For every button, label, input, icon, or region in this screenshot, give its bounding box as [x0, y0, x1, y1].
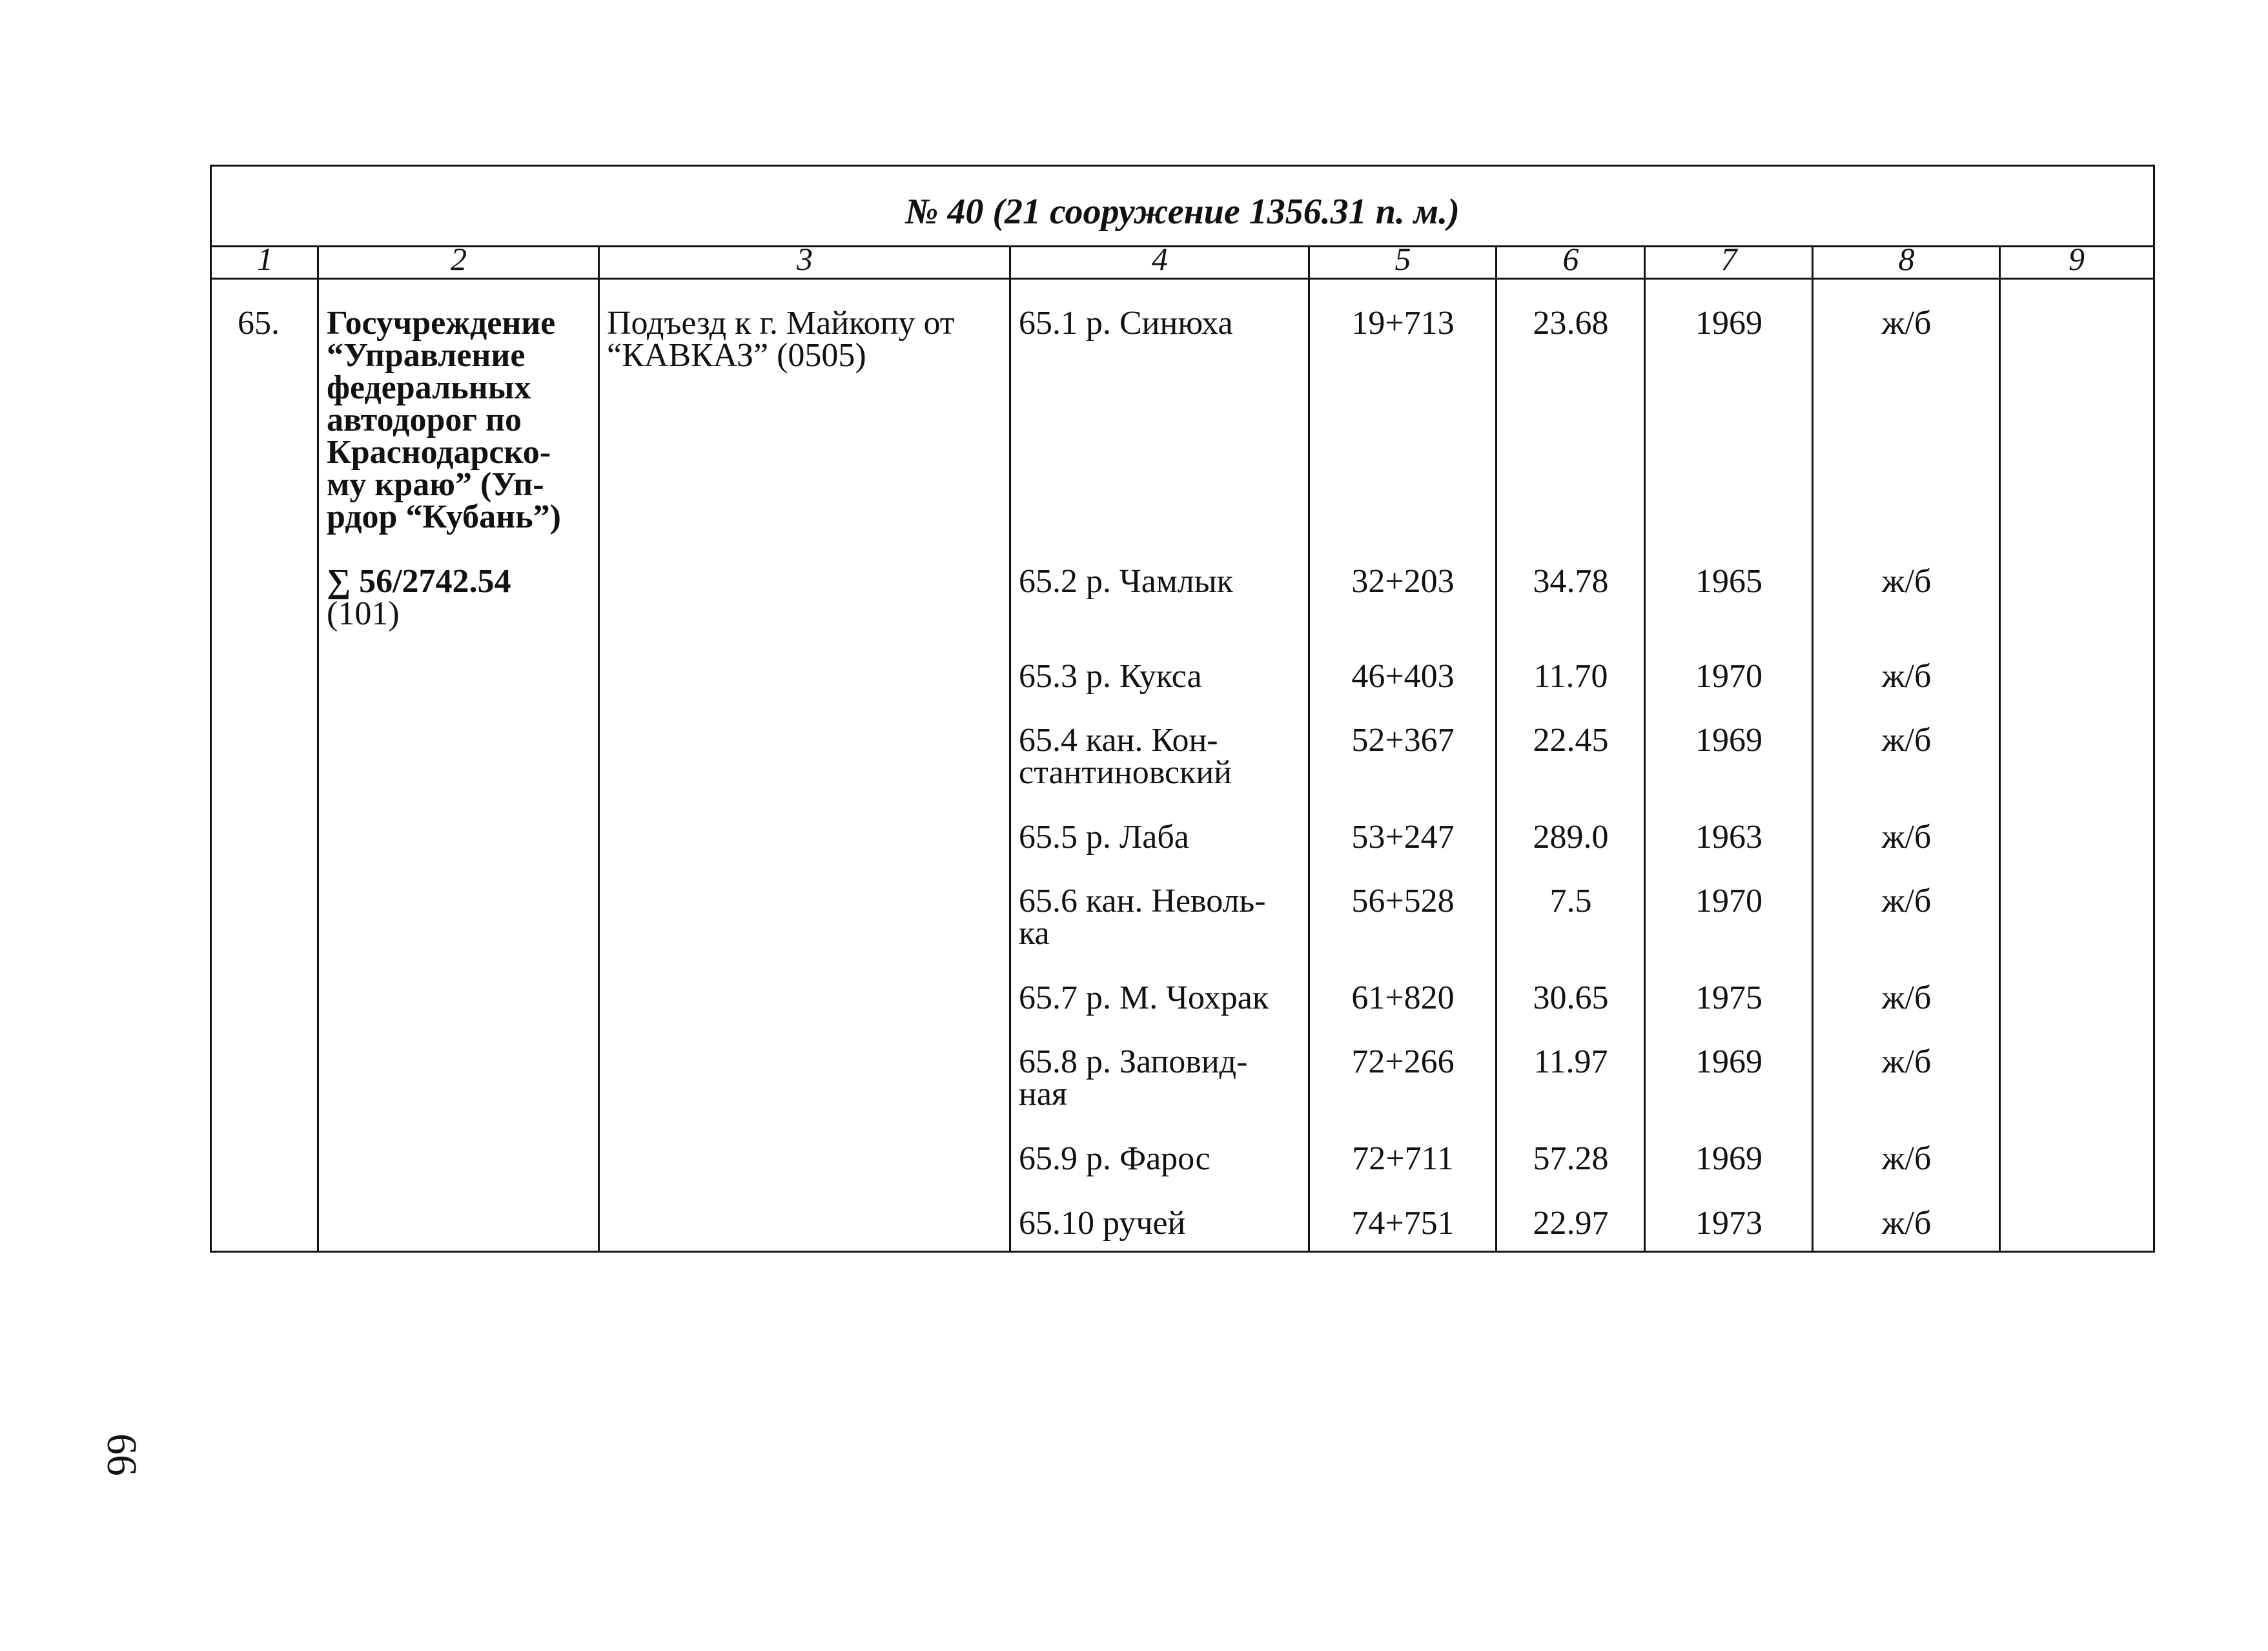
- column-number-1: 1: [257, 241, 273, 277]
- column-rule: [598, 245, 600, 1253]
- structure-length: 22.97: [1533, 1205, 1609, 1242]
- column-number-2: 2: [451, 241, 467, 277]
- structure-length: 7.5: [1549, 883, 1592, 919]
- structure-material: ж/б: [1881, 722, 1932, 759]
- structure-year: 1969: [1695, 305, 1762, 342]
- column-number-5: 5: [1395, 241, 1411, 277]
- owner-line: Краснодарско-: [327, 434, 551, 471]
- structure-year: 1969: [1695, 1043, 1762, 1080]
- owner-line: Госучреждение: [327, 305, 556, 342]
- structure-material: ж/б: [1881, 883, 1932, 919]
- structure-year: 1970: [1695, 883, 1762, 919]
- structure-name-line: ка: [1019, 915, 1050, 952]
- structure-length: 30.65: [1533, 979, 1609, 1016]
- structure-material: ж/б: [1881, 979, 1932, 1016]
- owner-line: му краю” (Уп-: [327, 466, 544, 503]
- column-number-9: 9: [2069, 241, 2085, 277]
- row-number: 65.: [238, 305, 280, 342]
- structure-km: 72+711: [1352, 1140, 1454, 1177]
- structure-name-line: 65.5 р. Лаба: [1019, 819, 1189, 856]
- structure-material: ж/б: [1881, 658, 1932, 695]
- structure-length: 34.78: [1533, 563, 1609, 600]
- column-number-3: 3: [797, 241, 813, 277]
- structure-km: 46+403: [1351, 658, 1455, 695]
- structure-name-line: 65.9 р. Фарос: [1019, 1140, 1211, 1177]
- structure-length: 23.68: [1533, 305, 1609, 342]
- structure-name-line: 65.4 кан. Кон-: [1019, 722, 1218, 759]
- structure-year: 1970: [1695, 658, 1762, 695]
- table-title: № 40 (21 сооружение 1356.31 п. м.): [905, 192, 1460, 232]
- road-line: Подъезд к г. Майкопу от: [607, 305, 955, 342]
- structure-material: ж/б: [1881, 1043, 1932, 1080]
- structure-length: 11.70: [1533, 658, 1608, 695]
- structure-name-line: 65.3 р. Кукса: [1019, 658, 1202, 695]
- structure-name-line: 65.7 р. М. Чохрак: [1019, 979, 1269, 1016]
- structure-name-line: 65.6 кан. Неволь-: [1019, 883, 1266, 919]
- column-number-8: 8: [1898, 241, 1915, 277]
- structure-length: 289.0: [1533, 819, 1609, 856]
- structure-km: 56+528: [1351, 883, 1455, 919]
- owner-line: “Управление: [327, 337, 526, 374]
- structure-km: 61+820: [1351, 979, 1455, 1016]
- structure-km: 72+266: [1351, 1043, 1455, 1080]
- structure-km: 32+203: [1351, 563, 1455, 600]
- structure-name-line: стантиновский: [1019, 754, 1232, 791]
- column-number-6: 6: [1562, 241, 1579, 277]
- structure-year: 1973: [1695, 1205, 1762, 1242]
- structure-year: 1969: [1695, 1140, 1762, 1177]
- summary-count: (101): [327, 595, 400, 632]
- structure-name-line: 65.2 р. Чамлык: [1019, 563, 1233, 600]
- structure-year: 1975: [1695, 979, 1762, 1016]
- summary-total: ∑ 56/2742.54: [327, 563, 511, 600]
- owner-line: автодорог по: [327, 402, 522, 438]
- structure-km: 52+367: [1351, 722, 1455, 759]
- column-rule: [317, 245, 319, 1253]
- structure-km: 74+751: [1351, 1205, 1455, 1242]
- column-number-divider: [212, 278, 2153, 280]
- structure-length: 11.97: [1533, 1043, 1608, 1080]
- page-number: 66: [98, 1433, 145, 1476]
- column-number-4: 4: [1152, 241, 1168, 277]
- structure-material: ж/б: [1881, 819, 1932, 856]
- structure-year: 1965: [1695, 563, 1762, 600]
- table-frame: [210, 165, 2155, 1253]
- structure-material: ж/б: [1881, 305, 1932, 342]
- owner-line: федеральных: [327, 369, 531, 406]
- structure-year: 1963: [1695, 819, 1762, 856]
- owner-line: рдор “Кубань”): [327, 498, 561, 535]
- structure-length: 57.28: [1533, 1140, 1609, 1177]
- structure-km: 53+247: [1351, 819, 1455, 856]
- structure-material: ж/б: [1881, 563, 1932, 600]
- column-rule: [1009, 245, 1011, 1253]
- structure-km: 19+713: [1351, 305, 1455, 342]
- structure-name-line: 65.1 р. Синюха: [1019, 305, 1233, 342]
- structure-material: ж/б: [1881, 1205, 1932, 1242]
- road-line: “КАВКАЗ” (0505): [607, 337, 866, 374]
- structure-year: 1969: [1695, 722, 1762, 759]
- structure-material: ж/б: [1881, 1140, 1932, 1177]
- column-number-7: 7: [1721, 241, 1737, 277]
- structure-length: 22.45: [1533, 722, 1609, 759]
- structure-name-line: ная: [1019, 1076, 1067, 1113]
- structure-name-line: 65.10 ручей: [1019, 1205, 1186, 1242]
- structure-name-line: 65.8 р. Заповид-: [1019, 1043, 1248, 1080]
